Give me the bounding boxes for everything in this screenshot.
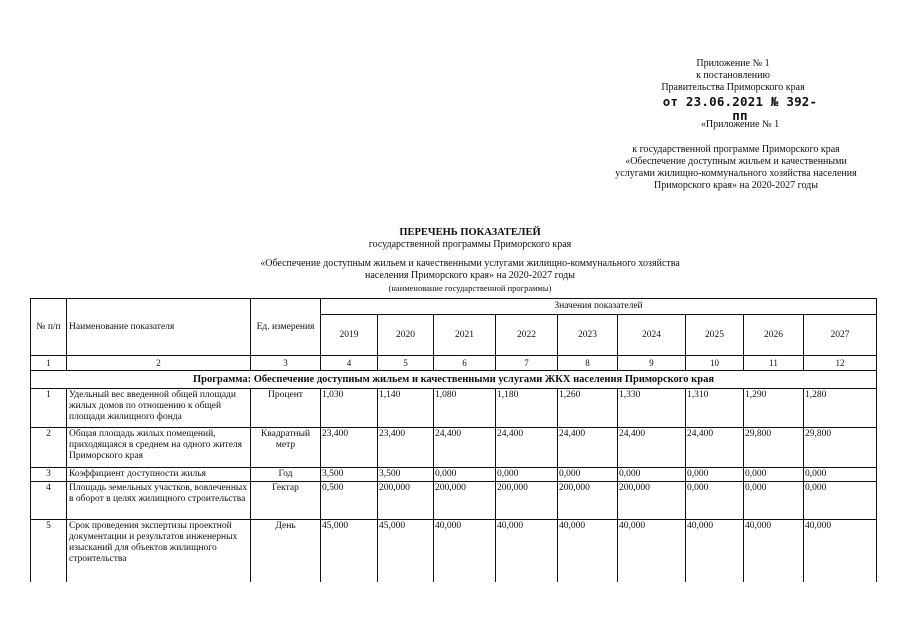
row-value: 29,800 [804, 428, 877, 468]
row-indicator-name: Удельный вес введенной общей площади жилых домов по отношению к общей площади жилищного фонда [67, 389, 251, 428]
row-value: 1,290 [744, 389, 804, 428]
table-row [31, 520, 877, 582]
row-value: 24,400 [686, 428, 744, 468]
row-unit: Квадратный метр [251, 428, 321, 468]
row-number: 1 [31, 389, 67, 428]
document-subtitle: государственной программы Приморского края [368, 239, 572, 250]
row-unit: Гектар [251, 482, 321, 520]
row-value: 40,000 [744, 520, 804, 582]
row-value: 0,000 [744, 482, 804, 520]
column-number: 10 [686, 356, 744, 371]
row-value: 24,400 [496, 428, 558, 468]
row-number: 4 [31, 482, 67, 520]
row-value: 0,000 [618, 468, 686, 482]
program-name-note: (наименование государственной программы) [388, 283, 552, 293]
row-value: 1,330 [618, 389, 686, 428]
row-value: 29,800 [744, 428, 804, 468]
table-row [31, 468, 877, 482]
program-row-title: Программа: Обеспечение доступным жильем и качественными услугами ЖКХ населения Приморского края [31, 371, 877, 389]
column-number: 2 [67, 356, 251, 371]
appendix-line: Правительства Приморского края [661, 82, 805, 93]
row-value: 40,000 [686, 520, 744, 582]
row-value: 3,500 [321, 468, 378, 482]
header-year: 2021 [434, 315, 496, 356]
header-year: 2019 [321, 315, 378, 356]
document-title-block [220, 227, 720, 294]
row-value: 1,280 [804, 389, 877, 428]
header-year: 2024 [618, 315, 686, 356]
column-number: 3 [251, 356, 321, 371]
appendix-label: «Приложение № 1 [700, 119, 780, 130]
row-value: 0,000 [804, 468, 877, 482]
row-value: 0,000 [686, 482, 744, 520]
row-value: 1,180 [496, 389, 558, 428]
program-line: к государственной программе Приморского края [632, 144, 840, 155]
row-value: 45,000 [321, 520, 378, 582]
column-number: 11 [744, 356, 804, 371]
row-value: 200,000 [434, 482, 496, 520]
column-number: 5 [378, 356, 434, 371]
header-year: 2022 [496, 315, 558, 356]
header-year: 2020 [378, 315, 434, 356]
column-number: 9 [618, 356, 686, 371]
row-indicator-name: Коэффициент доступности жилья [67, 468, 251, 482]
row-value: 24,400 [434, 428, 496, 468]
row-value: 0,500 [321, 482, 378, 520]
row-value: 1,080 [434, 389, 496, 428]
program-row [31, 371, 877, 389]
header-number: № п/п [31, 299, 67, 356]
row-value: 0,000 [434, 468, 496, 482]
row-number: 5 [31, 520, 67, 582]
row-value: 24,400 [558, 428, 618, 468]
row-value: 200,000 [496, 482, 558, 520]
row-value: 0,000 [804, 482, 877, 520]
row-indicator-name: Срок проведения экспертизы проектной документации и результатов инженерных изысканий для объектов жилищного строительства [67, 520, 251, 582]
appendix-line: к постановлению [696, 70, 770, 81]
row-value: 1,310 [686, 389, 744, 428]
row-value: 40,000 [496, 520, 558, 582]
program-name-line: населения Приморского края» на 2020-2027 годы [365, 270, 575, 281]
row-indicator-name: Площадь земельных участков, вовлеченных в оборот в целях жилищного строительства [67, 482, 251, 520]
column-number: 7 [496, 356, 558, 371]
program-line: «Обеспечение доступным жильем и качественными [625, 156, 847, 167]
column-number: 4 [321, 356, 378, 371]
table-row [31, 482, 877, 520]
row-unit: День [251, 520, 321, 582]
decree-number: от 23.06.2021 № 392-пп [662, 94, 818, 123]
row-unit: Процент [251, 389, 321, 428]
row-value: 40,000 [804, 520, 877, 582]
header-year: 2025 [686, 315, 744, 356]
program-name-line: «Обеспечение доступным жильем и качественными услугами жилищно-коммунального хозяйства [260, 258, 680, 269]
row-value: 1,030 [321, 389, 378, 428]
header-year: 2023 [558, 315, 618, 356]
table-row [31, 428, 877, 468]
document-title: ПЕРЕЧЕНЬ ПОКАЗАТЕЛЕЙ [399, 227, 541, 238]
row-value: 23,400 [321, 428, 378, 468]
row-value: 0,000 [558, 468, 618, 482]
row-number: 3 [31, 468, 67, 482]
column-number: 6 [434, 356, 496, 371]
row-value: 1,260 [558, 389, 618, 428]
column-number: 12 [804, 356, 877, 371]
program-line: услугами жилищно-коммунального хозяйства населения [615, 168, 857, 179]
row-value: 40,000 [618, 520, 686, 582]
row-indicator-name: Общая площадь жилых помещений, приходящаяся в среднем на одного жителя Приморского края [67, 428, 251, 468]
program-line: Приморского края» на 2020-2027 годы [654, 180, 818, 191]
row-value: 0,000 [496, 468, 558, 482]
row-unit: Год [251, 468, 321, 482]
appendix-heading [618, 58, 848, 94]
row-value: 3,500 [378, 468, 434, 482]
row-value: 200,000 [558, 482, 618, 520]
indicators-table [30, 298, 877, 582]
header-year: 2027 [804, 315, 877, 356]
row-value: 23,400 [378, 428, 434, 468]
row-value: 40,000 [558, 520, 618, 582]
row-value: 0,000 [744, 468, 804, 482]
column-number: 8 [558, 356, 618, 371]
row-value: 1,140 [378, 389, 434, 428]
row-value: 200,000 [618, 482, 686, 520]
column-number-row [31, 356, 877, 371]
header-unit: Ед. измерения [251, 299, 321, 356]
header-year: 2026 [744, 315, 804, 356]
row-value: 45,000 [378, 520, 434, 582]
row-number: 2 [31, 428, 67, 468]
table-header-row [31, 299, 877, 315]
row-value: 0,000 [686, 468, 744, 482]
program-reference [586, 144, 886, 192]
table-row [31, 389, 877, 428]
column-number: 1 [31, 356, 67, 371]
row-value: 200,000 [378, 482, 434, 520]
header-indicator-name: Наименование показателя [67, 299, 251, 356]
row-value: 40,000 [434, 520, 496, 582]
appendix-line: Приложение № 1 [696, 58, 770, 69]
row-value: 24,400 [618, 428, 686, 468]
header-values: Значения показателей [321, 299, 877, 315]
